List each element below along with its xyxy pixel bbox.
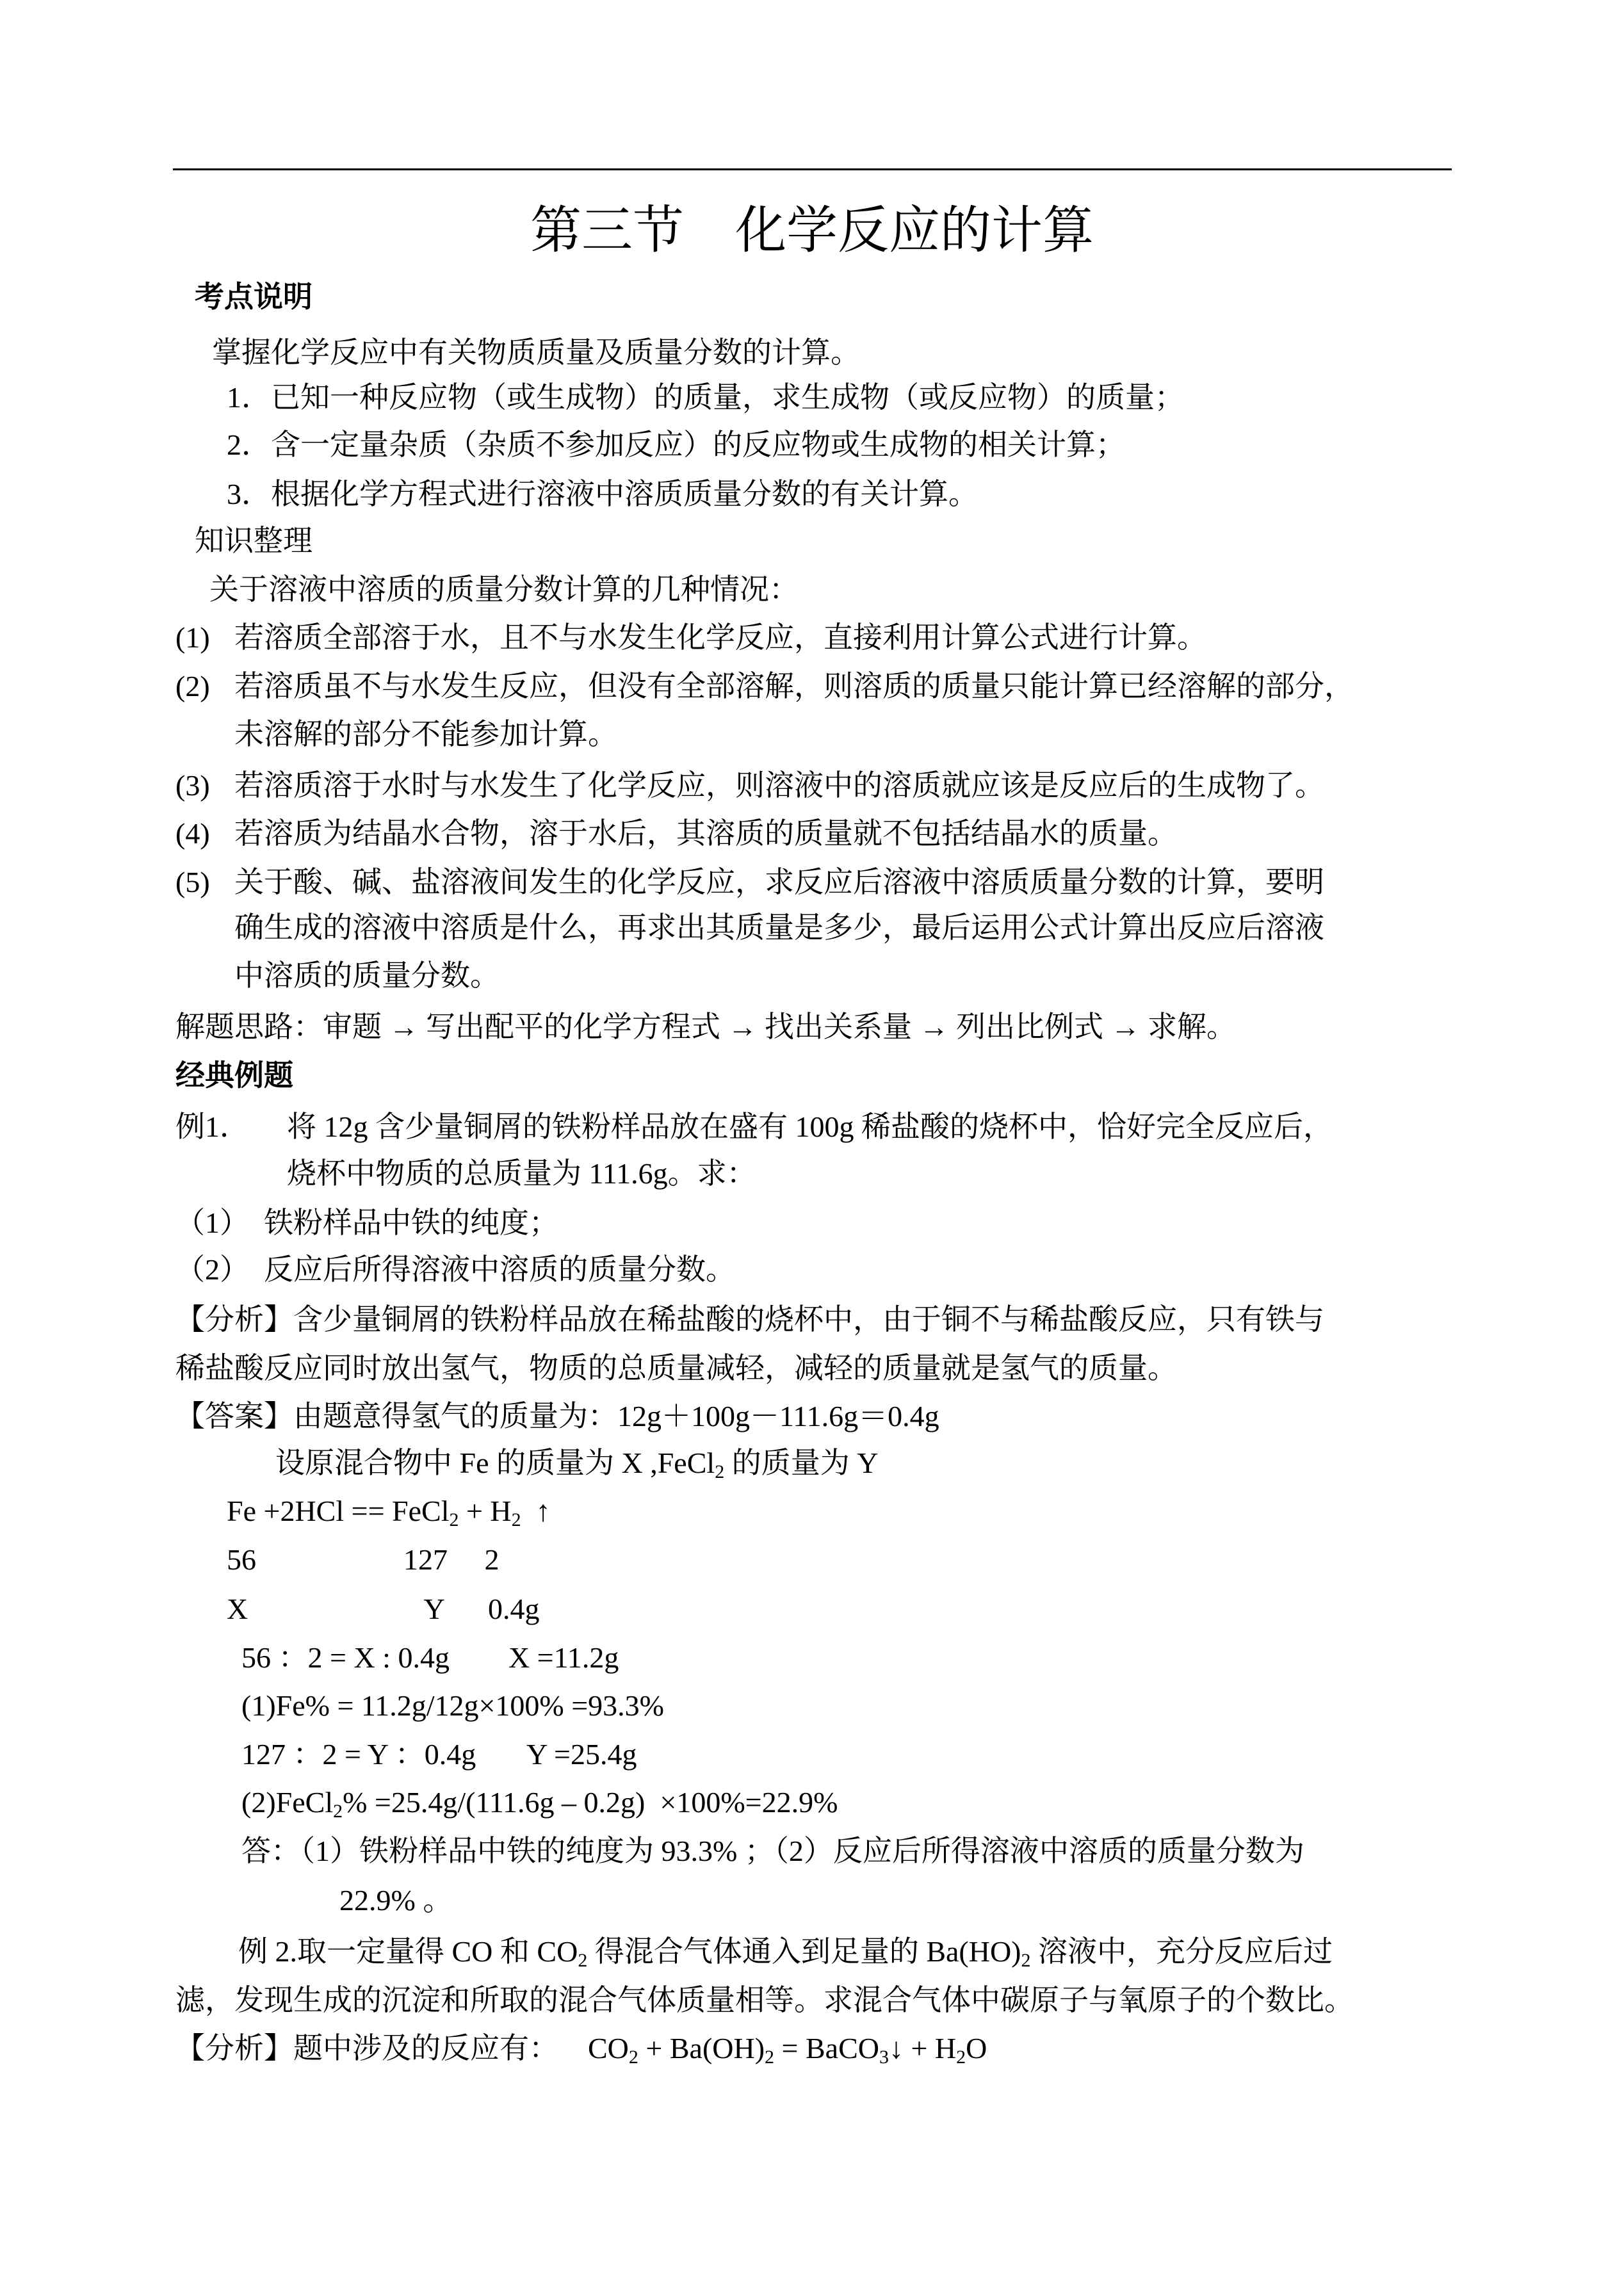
subscript: 2 bbox=[333, 1801, 343, 1822]
subscript: 2 bbox=[511, 1509, 521, 1530]
variable-row: X Y 0.4g bbox=[227, 1593, 540, 1625]
text: 的质量为 Y bbox=[724, 1447, 879, 1479]
calc-line: 127 ：2 = Y ：0.4g Y =25.4g bbox=[241, 1738, 637, 1771]
knowledge-item-text: 未溶解的部分不能参加计算。 bbox=[234, 718, 617, 750]
exam-points-intro: 掌握化学反应中有关物质质量及质量分数的计算。 bbox=[212, 336, 860, 369]
examples-heading: 经典例题 bbox=[175, 1059, 293, 1092]
knowledge-item-text: 中溶质的质量分数。 bbox=[234, 959, 499, 992]
molar-mass-row: 56 127 2 bbox=[227, 1543, 499, 1576]
exam-points-heading: 考点说明 bbox=[195, 280, 313, 313]
knowledge-item-text: 关于酸、碱、盐溶液间发生的化学反应，求反应后溶液中溶质质量分数的计算，要明 bbox=[234, 866, 1324, 898]
knowledge-item-text: 确生成的溶液中溶质是什么，再求出其质量是多少，最后运用公式计算出反应后溶液 bbox=[234, 911, 1324, 944]
text: ↓ + H bbox=[888, 2032, 957, 2064]
text: + Ba(OH) bbox=[638, 2032, 765, 2064]
text: % =25.4g/(111.6g – 0.2g) ×100%=22.9% bbox=[343, 1786, 838, 1819]
text: 例 2.取一定量得 CO 和 CO bbox=[238, 1935, 578, 1968]
calc-line: (1)Fe% = 11.2g/12g×100% =93.3% bbox=[241, 1689, 664, 1722]
exam-point-item: 1．已知一种反应物（或生成物）的质量，求生成物（或反应物）的质量； bbox=[227, 381, 1184, 414]
knowledge-item-num: (1) bbox=[175, 621, 210, 654]
text: 设原混合物中 Fe 的质量为 X ,FeCl bbox=[275, 1447, 715, 1479]
example1-question: （1） 铁粉样品中铁的纯度； bbox=[175, 1206, 558, 1239]
example1-text: 将 12g 含少量铜屑的铁粉样品放在盛有 100g 稀盐酸的烧杯中，恰好完全反应后， bbox=[287, 1110, 1333, 1143]
knowledge-item-num: (2) bbox=[175, 670, 210, 702]
conclusion: 答：（1）铁粉样品中铁的纯度为 93.3% ；（2）反应后所得溶液中溶质的质量分数为 bbox=[241, 1835, 1304, 1867]
knowledge-item-text: 若溶质虽不与水发生反应，但没有全部溶解，则溶质的质量只能计算已经溶解的部分， bbox=[234, 670, 1354, 702]
knowledge-item-num: (3) bbox=[175, 769, 210, 802]
text: O bbox=[966, 2032, 987, 2064]
page-title: 第三节 化学反应的计算 bbox=[530, 200, 1094, 260]
knowledge-item-text: 若溶质溶于水时与水发生了化学反应，则溶液中的溶质就应该是反应后的生成物了。 bbox=[234, 769, 1324, 802]
subscript: 2 bbox=[956, 2047, 966, 2068]
example2-text: 滤，发现生成的沉淀和所取的混合气体质量相等。求混合气体中碳原子与氧原子的个数比。 bbox=[175, 1984, 1354, 2016]
calc-line: 56 ：2 = X : 0.4g X =11.2g bbox=[241, 1641, 619, 1674]
knowledge-item-num: (5) bbox=[175, 866, 210, 898]
knowledge-item-text: 若溶质为结晶水合物，溶于水后，其溶质的质量就不包括结晶水的质量。 bbox=[234, 817, 1177, 850]
solving-approach: 解题思路：审题 → 写出配平的化学方程式 → 找出关系量 → 列出比例式 → 求解。 bbox=[175, 1010, 1236, 1043]
exam-point-item: 3．根据化学方程式进行溶液中溶质质量分数的有关计算。 bbox=[227, 478, 978, 510]
example1-analysis: 【分析】含少量铜屑的铁粉样品放在稀盐酸的烧杯中，由于铜不与稀盐酸反应，只有铁与 bbox=[175, 1303, 1324, 1336]
subscript: 2 bbox=[578, 1950, 588, 1971]
text: 得混合气体通入到足量的 Ba(HO) bbox=[587, 1935, 1021, 1968]
text: ↑ bbox=[521, 1495, 551, 1527]
subscript: 2 bbox=[628, 2047, 638, 2068]
text: 溶液中，充分反应后过 bbox=[1030, 1935, 1333, 1968]
subscript: 2 bbox=[765, 2047, 775, 2068]
knowledge-item-text: 若溶质全部溶于水，且不与水发生化学反应，直接利用计算公式进行计算。 bbox=[234, 621, 1206, 654]
knowledge-item-num: (4) bbox=[175, 817, 210, 850]
header-rule bbox=[173, 168, 1452, 170]
example1-question: （2） 反应后所得溶液中溶质的质量分数。 bbox=[175, 1253, 735, 1286]
knowledge-intro: 关于溶液中溶质的质量分数计算的几种情况： bbox=[209, 573, 799, 606]
example1-setup bbox=[275, 1445, 878, 1481]
text: Fe +2HCl == FeCl bbox=[227, 1495, 450, 1527]
reaction-equation bbox=[227, 1493, 551, 1529]
subscript: 3 bbox=[879, 2047, 889, 2068]
subscript: 2 bbox=[1021, 1950, 1031, 1971]
subscript: 2 bbox=[715, 1461, 725, 1482]
exam-point-item: 2．含一定量杂质（杂质不参加反应）的反应物或生成物的相关计算； bbox=[227, 428, 1125, 461]
example1-label: 例1． bbox=[175, 1110, 249, 1143]
example1-text: 烧杯中物质的总质量为 111.6g。求： bbox=[287, 1157, 756, 1190]
subscript: 2 bbox=[449, 1509, 459, 1530]
knowledge-heading: 知识整理 bbox=[195, 524, 313, 557]
text: 【分析】题中涉及的反应有： CO bbox=[175, 2032, 629, 2064]
calc-line bbox=[241, 1785, 838, 1821]
example2-analysis bbox=[175, 2031, 987, 2066]
example1-analysis: 稀盐酸反应同时放出氢气，物质的总质量减轻，减轻的质量就是氢气的质量。 bbox=[175, 1352, 1177, 1384]
text: + H bbox=[459, 1495, 512, 1527]
example2-text bbox=[238, 1934, 1333, 1970]
text: (2)FeCl bbox=[241, 1786, 334, 1819]
conclusion: 22.9% 。 bbox=[339, 1884, 453, 1917]
text: = BaCO bbox=[774, 2032, 879, 2064]
example1-answer: 【答案】由题意得氢气的质量为：12g＋100g－111.6g＝0.4g bbox=[175, 1400, 939, 1432]
